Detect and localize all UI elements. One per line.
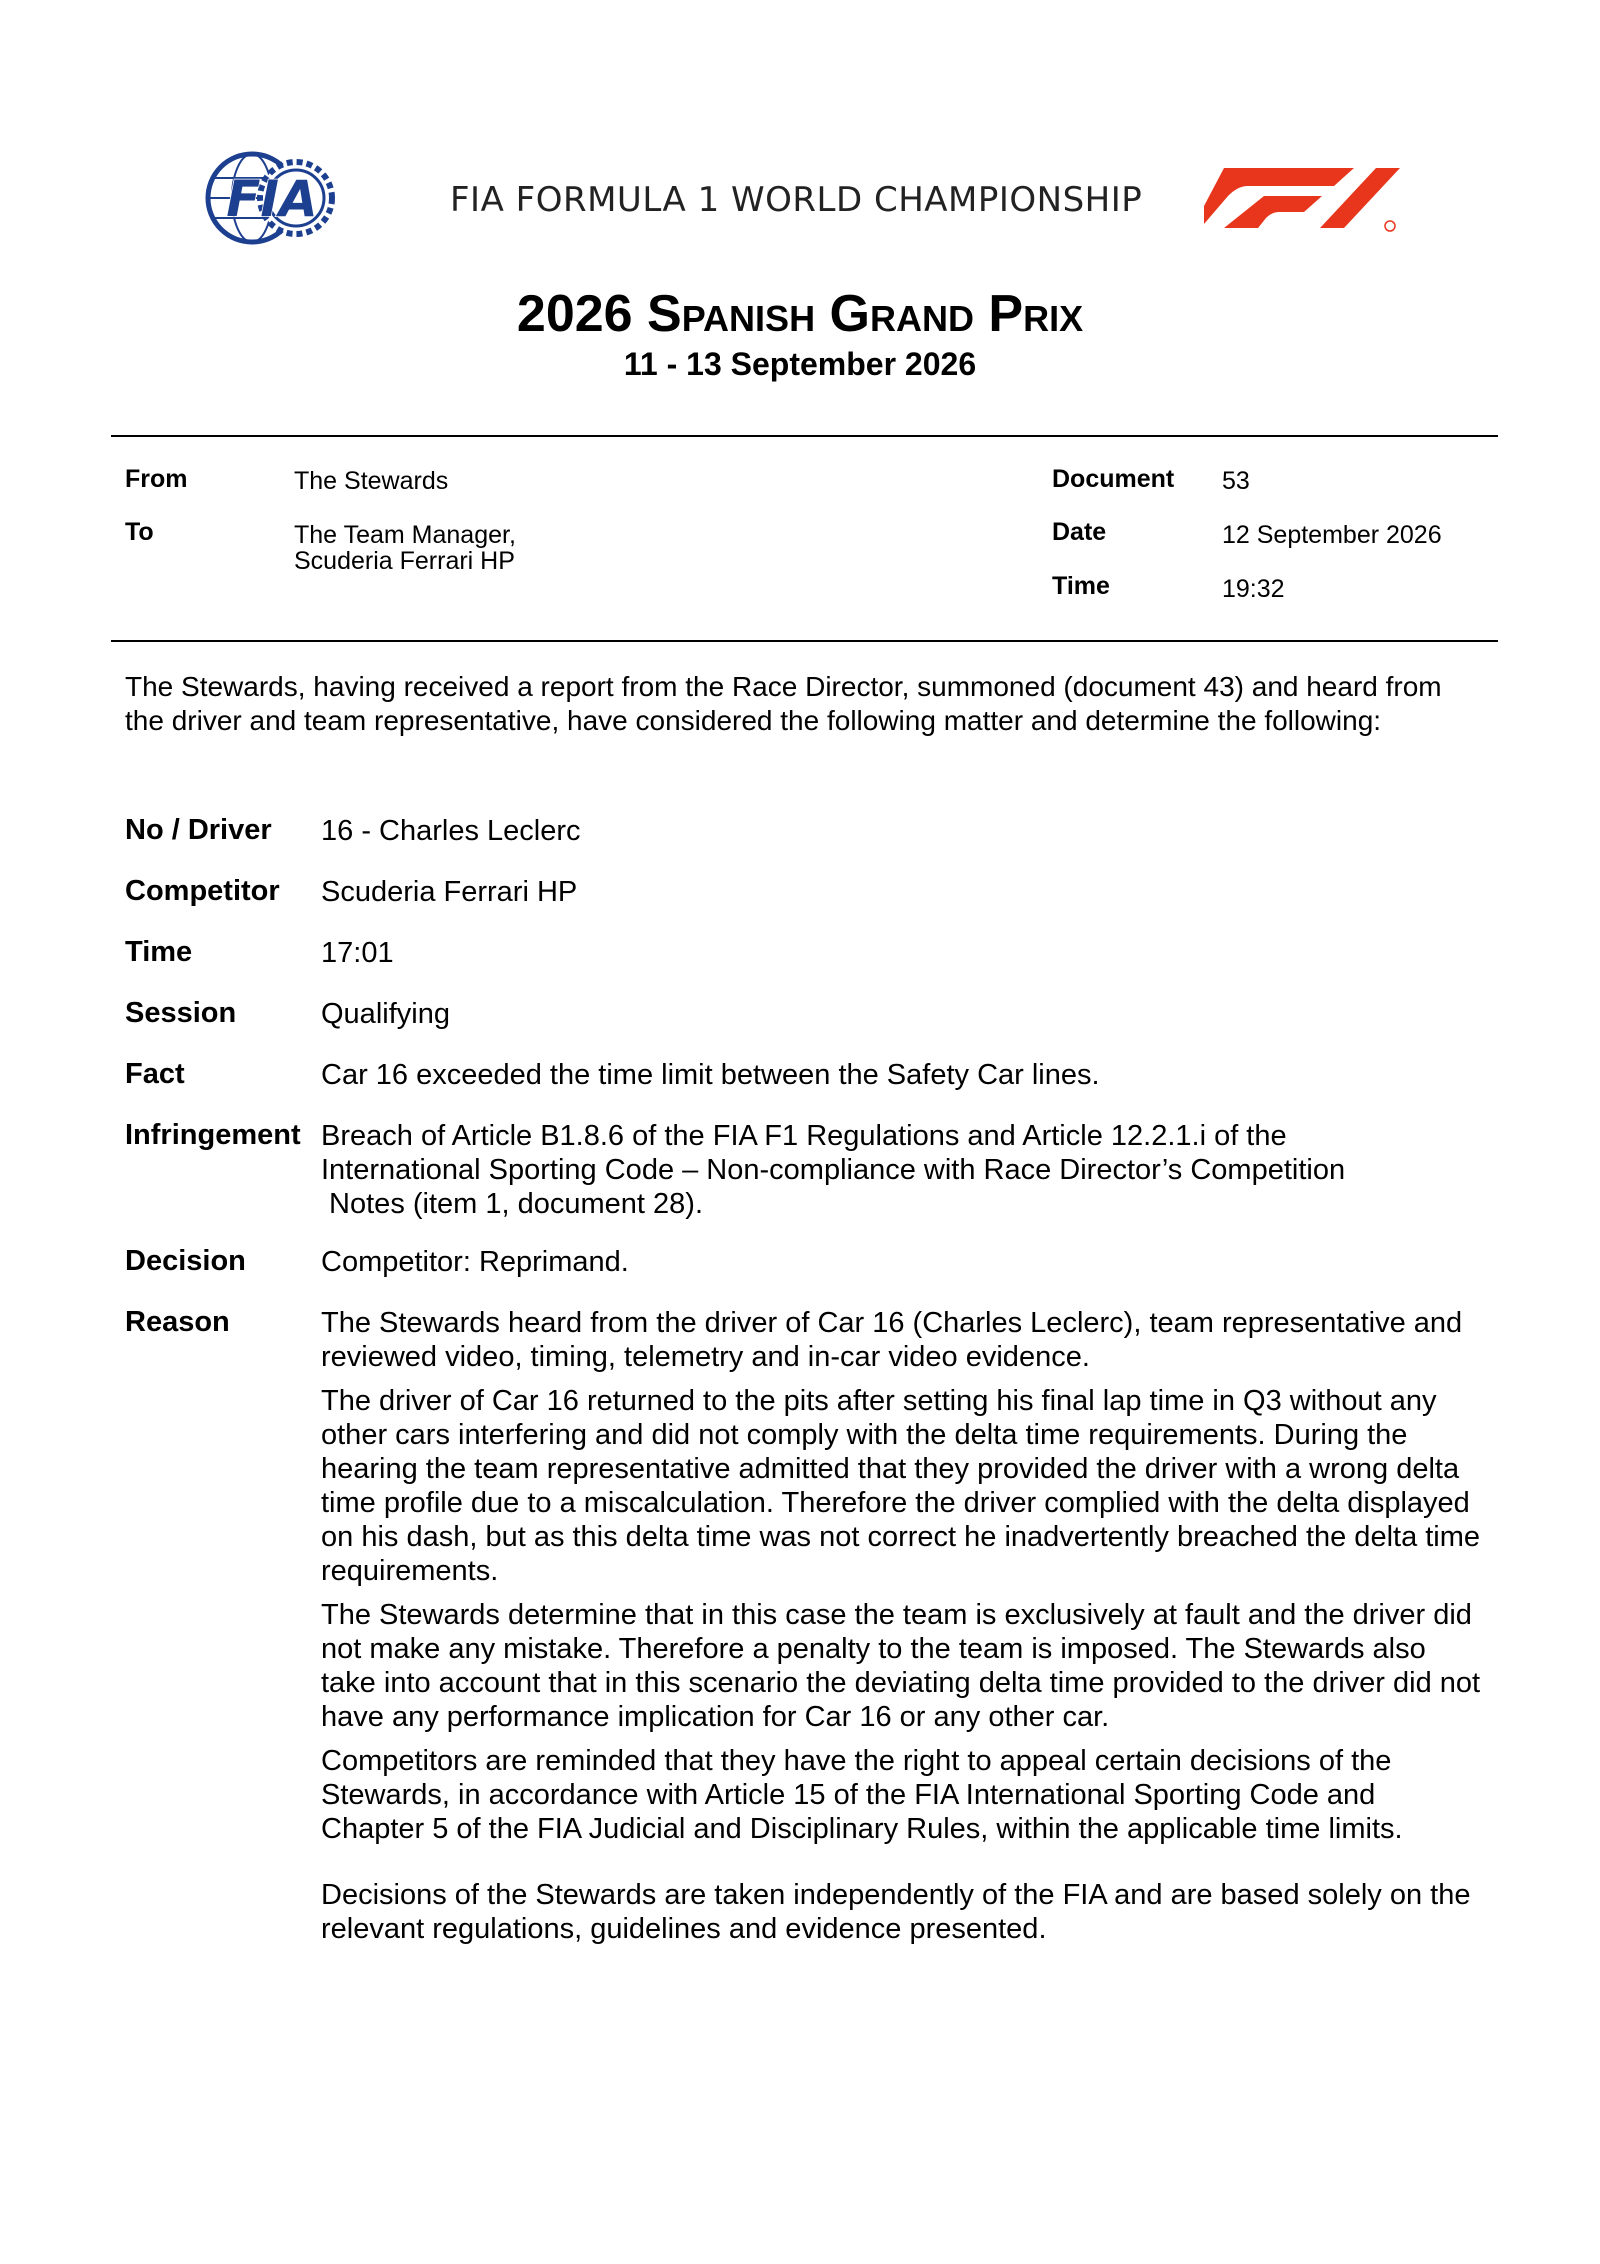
fia-logo — [204, 150, 342, 246]
session-label: Session — [125, 997, 237, 1029]
infringement-line2: International Sporting Code – Non-compliance with Race Director’s Competition — [321, 1154, 1346, 1186]
top-divider — [111, 435, 1498, 437]
driver-value: 16 - Charles Leclerc — [321, 815, 581, 847]
fia-logo-text: FIA — [226, 170, 318, 228]
competitor-label: Competitor — [125, 875, 280, 907]
to-value-line1: The Team Manager, — [294, 521, 516, 549]
intro-paragraph: The Stewards, having received a report from the Race Director, summoned (document 43) and heard from the driver and team representative, have considered the following matter and determine the following: — [125, 671, 1442, 736]
driver-label: No / Driver — [125, 814, 272, 846]
from-value: The Stewards — [294, 467, 449, 495]
to-value — [294, 522, 516, 574]
reason-paragraph: The Stewards heard from the driver of Car 16 (Charles Leclerc), team representative and reviewed video, timing, telemetry and in-car video evidence. — [321, 1307, 1463, 1373]
championship-title: FIA FORMULA 1 WORLD CHAMPIONSHIP — [450, 180, 1143, 220]
decision-label: Decision — [125, 1245, 246, 1277]
infringement-line3: Notes (item 1, document 28). — [321, 1188, 703, 1220]
infringement-label: Infringement — [125, 1119, 301, 1151]
time-label: Time — [1052, 572, 1110, 600]
time-row-label: Time — [125, 936, 193, 968]
reason-label: Reason — [125, 1306, 230, 1338]
independence-notice: Decisions of the Stewards are taken independently of the FIA and are based solely on the relevant regulations, guidelines and evidence presented. — [321, 1879, 1471, 1945]
document-label: Document — [1052, 465, 1175, 493]
decision-value: Competitor: Reprimand. — [321, 1246, 629, 1278]
fact-value: Car 16 exceeded the time limit between the Safety Car lines. — [321, 1059, 1100, 1091]
time-value: 19:32 — [1222, 575, 1285, 603]
date-label: Date — [1052, 518, 1107, 546]
reason-paragraph: The Stewards determine that in this case the team is exclusively at fault and the driver did not make any mistake. Therefore a penalty to the team is imposed. The Stewards also take into account that in this scenario the deviating delta time provided to the driver did not have any performance implication for Car 16 or any other car. — [321, 1599, 1481, 1733]
to-value-line2: Scuderia Ferrari HP — [294, 547, 515, 575]
appeal-notice: Competitors are reminded that they have the right to appeal certain decisions of the Stewards, in accordance with Article 15 of the FIA International Sporting Code and Chapter 5 of the FIA Judicial and Disciplinary Rules, within the applicable time limits. — [321, 1745, 1403, 1845]
reason-body — [321, 1306, 1481, 1956]
event-title: 2026 Spanish Grand Prix — [516, 285, 1084, 343]
from-label: From — [125, 465, 188, 493]
fact-label: Fact — [125, 1058, 185, 1090]
bottom-divider — [111, 640, 1498, 642]
to-label: To — [125, 518, 154, 546]
infringement-value — [321, 1119, 1491, 1221]
f1-logo — [1204, 168, 1400, 234]
document-value: 53 — [1222, 467, 1250, 495]
time-row-value: 17:01 — [321, 937, 394, 969]
date-value: 12 September 2026 — [1222, 521, 1442, 549]
reason-paragraph: The driver of Car 16 returned to the pits after setting his final lap time in Q3 without any other cars interfering and did not comply with the delta time requirements. During the hearing the team representative admitted that they provided the driver with a wrong delta time profile due to a miscalculation. Therefore the driver complied with the delta displayed on his dash, but as this delta time was not correct he inadvertently breached the delta time requirements. — [321, 1385, 1481, 1587]
competitor-value: Scuderia Ferrari HP — [321, 876, 578, 908]
event-dates: 11 - 13 September 2026 — [623, 346, 977, 382]
infringement-line1: Breach of Article B1.8.6 of the FIA F1 Regulations and Article 12.2.1.i of the — [321, 1120, 1287, 1152]
session-value: Qualifying — [321, 998, 450, 1030]
